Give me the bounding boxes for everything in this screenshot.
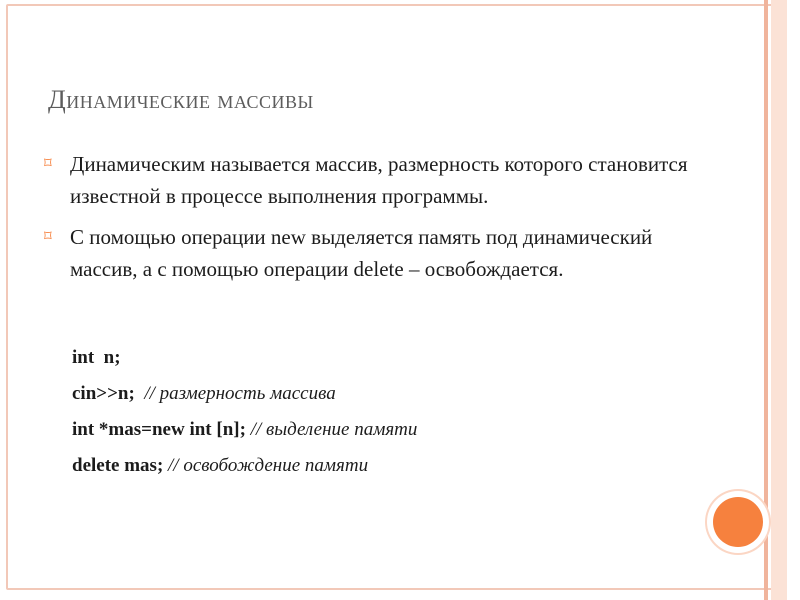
code-text: cin>>n; xyxy=(72,383,140,404)
bullet-marker-icon: ⌑ xyxy=(44,156,52,172)
code-comment: // выделение памяти xyxy=(250,419,418,440)
code-line xyxy=(72,340,692,376)
code-block xyxy=(72,340,692,484)
code-text: int *mas=new int [n]; xyxy=(72,419,251,440)
code-line xyxy=(72,412,692,448)
code-text: int n; xyxy=(72,347,121,368)
bullet-marker-icon: ⌑ xyxy=(44,229,52,245)
bullet-text: Динамическим называется массив, размерность которого становится известной в процессе выполнения программы. xyxy=(70,152,688,208)
bullet-item xyxy=(44,221,694,285)
code-comment: // размерность массива xyxy=(139,383,336,404)
code-line xyxy=(72,376,692,412)
code-comment: // освобождение памяти xyxy=(168,455,369,476)
decorative-stripe xyxy=(764,0,768,600)
bullet-text: С помощью операции new выделяется память под динамический массив, а с помощью операции delete – освобождается. xyxy=(70,225,653,281)
decorative-circle xyxy=(713,497,763,547)
decorative-stripe-band xyxy=(771,0,787,600)
code-text: delete mas; xyxy=(72,455,169,476)
bullet-list xyxy=(44,148,694,294)
bullet-item xyxy=(44,148,694,212)
code-line xyxy=(72,448,692,484)
slide-title: Динамические массивы xyxy=(48,85,314,114)
